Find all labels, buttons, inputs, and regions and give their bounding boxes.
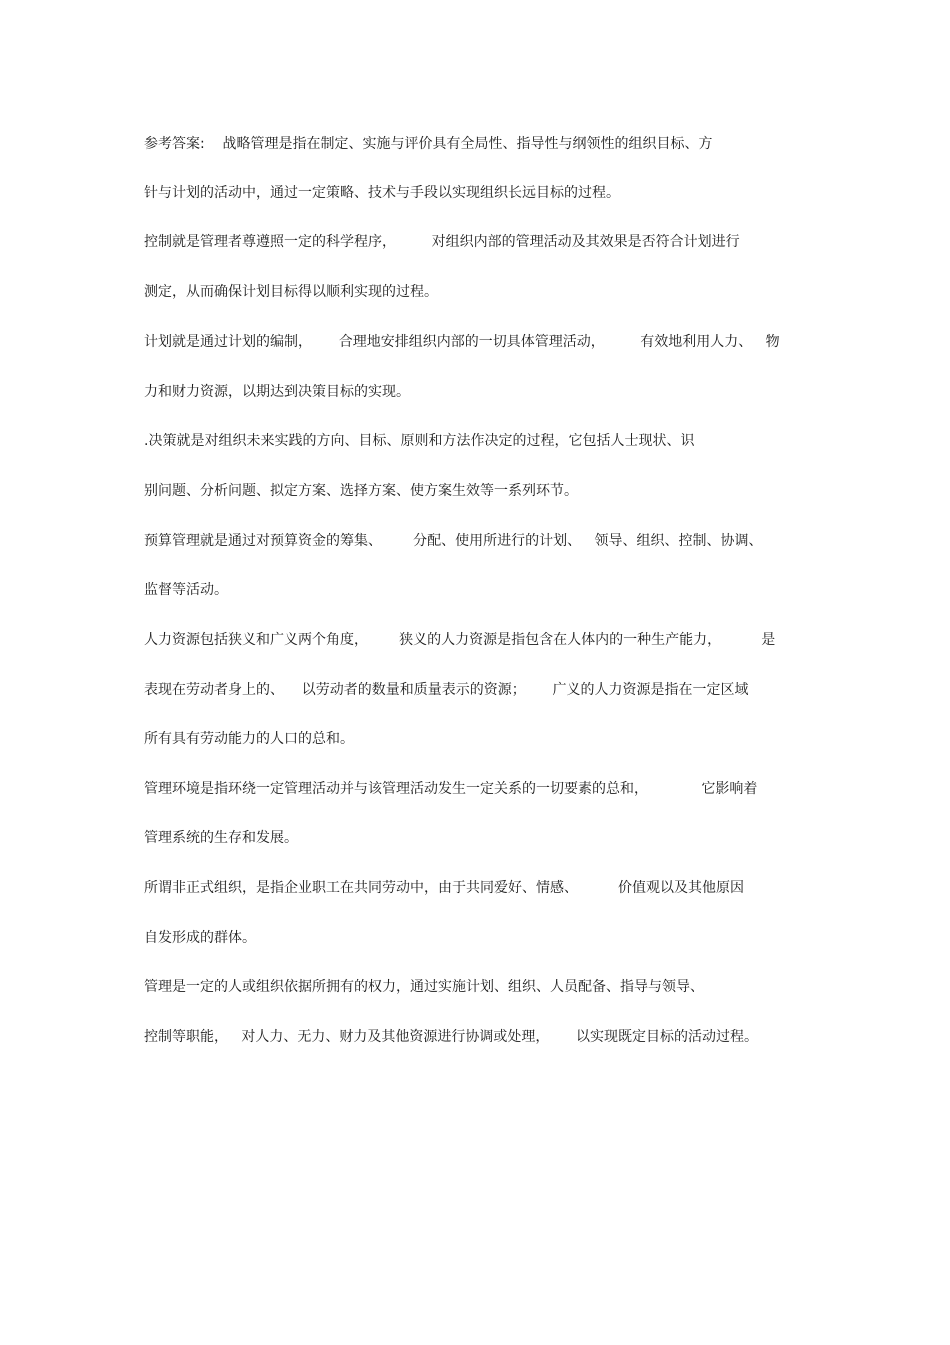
answer-line-4: 测定，从而确保计划目标得以顺利实现的过程。 <box>144 284 438 300</box>
answer-line-12: 表现在劳动者身上的、 以劳动者的数量和质量表示的资源； 广义的人力资源是指在一定区域 <box>144 682 749 698</box>
answer-line-17: 自发形成的群体。 <box>144 930 256 946</box>
answer-line-7: .决策就是对组织未来实践的方向、目标、原则和方法作决定的过程，它包括人士现状、识 <box>144 433 695 449</box>
answer-line-19: 控制等职能， 对人力、无力、财力及其他资源进行协调或处理， 以实现既定目标的活动过程。 <box>144 1029 759 1045</box>
answer-line-5: 计划就是通过计划的编制， 合理地安排组织内部的一切具体管理活动， 有效地利用人力、 物 <box>144 334 780 350</box>
answer-line-16: 所谓非正式组织，是指企业职工在共同劳动中，由于共同爱好、情感、 价值观以及其他原因 <box>144 880 745 896</box>
answer-line-13: 所有具有劳动能力的人口的总和。 <box>144 731 354 747</box>
answer-line-14: 管理环境是指环绕一定管理活动并与该管理活动发生一定关系的一切要素的总和， 它影响着 <box>144 781 758 797</box>
answer-line-15: 管理系统的生存和发展。 <box>144 830 298 846</box>
answer-line-9: 预算管理就是通过对预算资金的筹集、 分配、使用所进行的计划、 领导、组织、控制、协调、 <box>144 533 763 549</box>
answer-line-3: 控制就是管理者尊遵照一定的科学程序， 对组织内部的管理活动及其效果是否符合计划进行 <box>144 234 740 250</box>
answer-line-11: 人力资源包括狭义和广义两个角度， 狭义的人力资源是指包含在人体内的一种生产能力， 是 <box>144 632 776 648</box>
answer-line-6: 力和财力资源，以期达到决策目标的实现。 <box>144 384 410 400</box>
answer-line-1: 参考答案: 战略管理是指在制定、实施与评价具有全局性、指导性与纲领性的组织目标、方 <box>144 136 713 152</box>
answer-line-10: 监督等活动。 <box>144 582 228 598</box>
answer-line-8: 别问题、分析问题、拟定方案、选择方案、使方案生效等一系列环节。 <box>144 483 578 499</box>
answer-line-18: 管理是一定的人或组织依据所拥有的权力，通过实施计划、组织、人员配备、指导与领导、 <box>144 979 704 995</box>
answer-line-2: 针与计划的活动中，通过一定策略、技术与手段以实现组织长远目标的过程。 <box>144 185 620 201</box>
